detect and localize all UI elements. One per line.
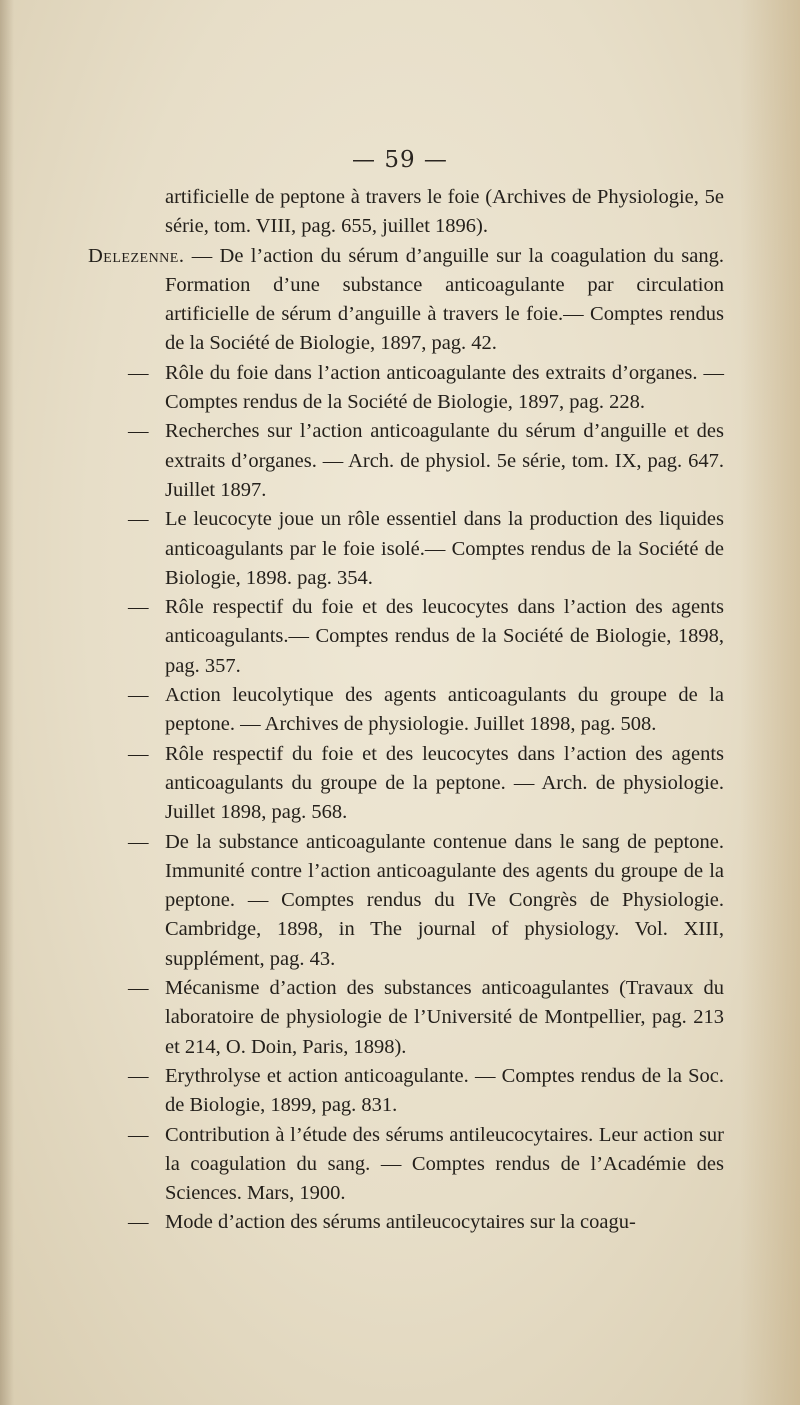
entry-text: Action leucolytique des agents anticoagulants du groupe de la peptone. — Archives de physiologie. Juillet 1898, pag. 508.	[165, 684, 724, 736]
ditto-dash: —	[128, 1211, 149, 1234]
ditto-dash: —	[128, 1064, 149, 1087]
entry-text: Mécanisme d’action des substances anticoagulantes (Travaux du laboratoire de physiologie de l’Université de Montpellier, pag. 213 et 214, O. Doin, Paris, 1898).	[165, 977, 724, 1058]
bibliography-entry	[88, 183, 724, 242]
page-number: — 59 —	[352, 147, 448, 173]
entry-text: Rôle respectif du foie et des leucocytes dans l’action des agents anticoagulants du groupe de la peptone. — Arch. de physiologie. Juillet 1898, pag. 568.	[165, 742, 724, 824]
bibliography-entry	[88, 974, 724, 1062]
bibliography-entry	[88, 1208, 724, 1237]
entry-text: Mode d’action des sérums antileucocytaires sur la coagu-	[165, 1211, 636, 1234]
ditto-dash: —	[128, 361, 149, 384]
bibliography-entry	[88, 505, 724, 593]
bibliography-entry	[88, 828, 724, 974]
entry-text: Erythrolyse et action anticoagulante. — Comptes rendus de la Soc. de Biologie, 1899, pag. 831.	[165, 1064, 724, 1117]
entry-text: artificielle de peptone à travers le foie (Archives de Physiologie, 5e série, tom. VIII, pag. 655, juillet 1896).	[165, 186, 724, 238]
page-edge-shadow	[740, 0, 800, 1405]
entry-text: Rôle respectif du foie et des leucocytes dans l’action des agents anticoagulants.— Comptes rendus de la Société de Biologie, 1898, pag. 357.	[165, 596, 724, 677]
binding-shadow	[0, 0, 14, 1405]
bibliography-entry	[88, 1121, 724, 1209]
ditto-dash: —	[128, 977, 149, 1000]
entry-text: Contribution à l’étude des sérums antileucocytaires. Leur action sur la coagulation du sang. — Comptes rendus de l’Académie des Sciences. Mars, 1900.	[165, 1123, 724, 1205]
ditto-dash: —	[128, 508, 149, 531]
author-name: Delezenne.	[88, 244, 185, 267]
bibliography-entry	[88, 417, 724, 505]
ditto-dash: —	[128, 742, 149, 765]
bibliography-list	[88, 183, 724, 1238]
entry-text: Rôle du foie dans l’action anticoagulante des extraits d’organes. — Comptes rendus de la Société de Biologie, 1897, pag. 228.	[165, 361, 724, 414]
entry-text: De la substance anticoagulante contenue dans le sang de peptone. Immunité contre l’action anticoagulante des agents du groupe de la peptone. — Comptes rendus du IVe Congrès de Physiologie. Cambridge, 1898, in The journal of physiology. Vol. XIII, supplément, pag. 43.	[165, 830, 724, 970]
ditto-dash: —	[128, 684, 149, 707]
entry-text: Recherches sur l’action anticoagulante du sérum d’anguille et des extraits d’organes. — Arch. de physiol. 5e série, tom. IX, pag. 647. Juillet 1897.	[165, 420, 724, 501]
entry-text: — De l’action du sérum d’anguille sur la coagulation du sang. Formation d’une substance anticoagulante par circulation artificielle de sérum d’anguille à travers le foie.— Comptes rendus de la Société de Biologie, 1897, pag. 42.	[165, 244, 725, 355]
bibliography-entry	[88, 740, 724, 828]
ditto-dash: —	[128, 830, 149, 853]
ditto-dash: —	[128, 420, 149, 443]
bibliography-entry	[88, 359, 724, 418]
bibliography-entry	[88, 1062, 724, 1121]
bibliography-entry	[88, 593, 724, 681]
ditto-dash: —	[128, 1123, 149, 1146]
ditto-dash: —	[128, 596, 149, 619]
bibliography-entry	[88, 242, 724, 359]
bibliography-entry	[88, 681, 724, 740]
entry-text: Le leucocyte joue un rôle essentiel dans la production des liquides anticoagulants par le foie isolé.— Comptes rendus de la Société de Biologie, 1898. pag. 354.	[165, 508, 724, 589]
